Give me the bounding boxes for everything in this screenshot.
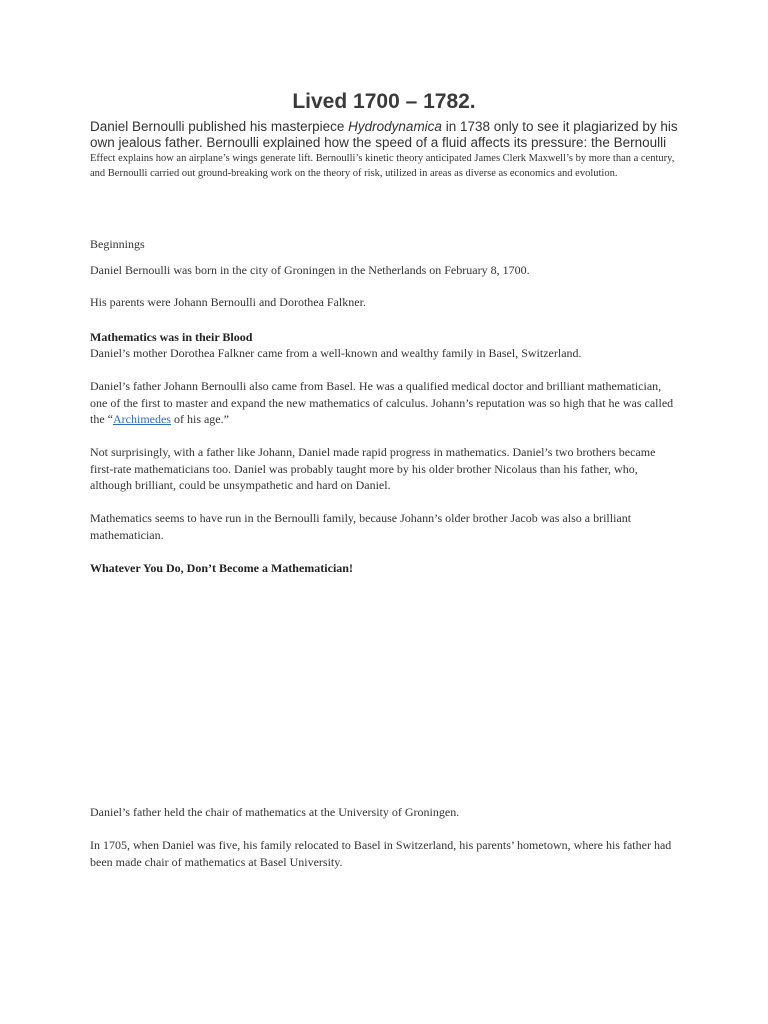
chair-paragraph: Daniel’s father held the chair of mathematics at the University of Groningen. bbox=[90, 805, 460, 819]
parents-paragraph: His parents were Johann Bernoulli and Dorothea Falkner. bbox=[90, 295, 366, 309]
progress-paragraph: Not surprisingly, with a father like Johann, Daniel made rapid progress in mathematics. Daniel’s two brothers became first-rate mathematicians too. Daniel was probably taught more by his older brother Nicolaus than his father, who, although brilliant, could be unsympathetic and hard on Daniel. bbox=[90, 445, 656, 492]
whatever-heading: Whatever You Do, Don’t Become a Mathematician! bbox=[90, 561, 353, 575]
page-title: Lived 1700 – 1782. bbox=[292, 90, 476, 113]
intro-lead-text: Daniel Bernoulli published his masterpiece bbox=[90, 119, 349, 134]
father-text-end: of his age.” bbox=[170, 412, 229, 426]
father-text: Daniel’s father Johann Bernoulli also came from Basel. He was a qualified medical doctor and brilliant mathematician, one of the first to master and expand the new mathematics of calculus. Johann’s reputation was so high that he was called the “ bbox=[90, 379, 674, 426]
father-paragraph bbox=[90, 378, 680, 428]
family-paragraph: Mathematics seems to have run in the Bernoulli family, because Johann’s older brother Jacob was also a brilliant mathematician. bbox=[90, 511, 632, 542]
archimedes-link[interactable]: Archimedes bbox=[113, 412, 171, 426]
intro-lead-continuation: in 1738 only to see it plagiarized by his own jealous father. Bernoulli explained how the speed of a fluid affects its pressure: the Bernoulli bbox=[90, 119, 678, 150]
intro-serif-continuation: Effect explains how an airplane’s wings generate lift. Bernoulli’s kinetic theory anticipated James Clerk Maxwell’s by more than a century, and Bernoulli carried out ground-breaking work on the theory of risk, utilized in areas as diverse as economics and evolution. bbox=[90, 153, 675, 179]
intro-paragraph bbox=[90, 119, 680, 181]
relocated-paragraph: In 1705, when Daniel was five, his family relocated to Basel in Switzerland, his parents’ hometown, where his father had been made chair of mathematics at Basel University. bbox=[90, 838, 672, 869]
mother-paragraph: Daniel’s mother Dorothea Falkner came from a well-known and wealthy family in Basel, Switzerland. bbox=[90, 346, 582, 360]
born-paragraph: Daniel Bernoulli was born in the city of Groningen in the Netherlands on February 8, 1700. bbox=[90, 263, 530, 277]
blood-heading: Mathematics was in their Blood bbox=[90, 330, 253, 344]
beginnings-heading: Beginnings bbox=[90, 237, 145, 251]
intro-book-title: Hydrodynamica bbox=[348, 119, 442, 134]
